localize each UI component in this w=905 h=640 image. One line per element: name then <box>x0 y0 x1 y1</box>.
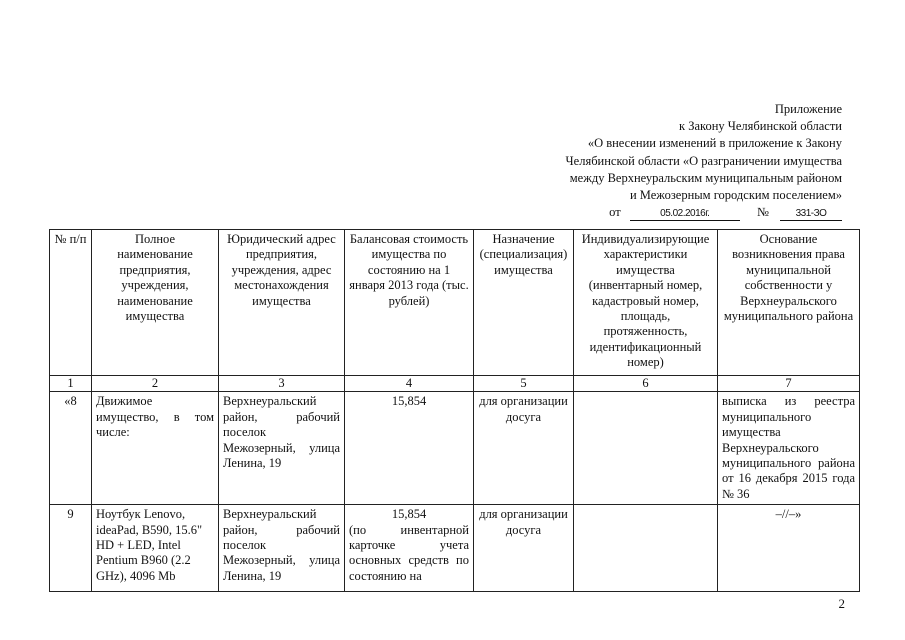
column-number: 3 <box>219 376 345 392</box>
row-number: 9 <box>50 505 92 592</box>
header-line: между Верхнеуральским муниципальным районом <box>569 170 842 185</box>
row-characteristics <box>574 505 718 592</box>
header-line: Приложение <box>774 102 842 116</box>
column-number: 6 <box>574 376 718 392</box>
row-basis: –//–» <box>718 505 860 592</box>
law-reference-line <box>566 204 842 221</box>
row-value: 15,854 <box>391 507 427 522</box>
table-row <box>50 505 860 592</box>
row-value-note: (по инвентарной карточке учета основных средств по состоянию на <box>349 522 469 583</box>
property-table <box>49 229 860 592</box>
law-number-label: № <box>756 205 769 220</box>
page-number: 2 <box>838 596 845 611</box>
row-address: Верхнеуральский район, рабочий поселок Межозерный, улица Ленина, 19 <box>219 505 345 592</box>
column-number: 2 <box>92 376 219 392</box>
column-number: 4 <box>345 376 474 392</box>
header-cell-basis: Основание возникновения права муниципальной собственности у Верхнеуральского муниципального района <box>718 230 860 376</box>
column-number: 1 <box>50 376 92 392</box>
header-cell-purpose: Назначение (специализация) имущества <box>474 230 574 376</box>
header-line: «О внесении изменений в приложение к Закону <box>587 136 842 151</box>
law-date: 05.02.2016г. <box>630 208 740 221</box>
header-cell-address: Юридический адрес предприятия, учреждения, адрес местонахождения имущества <box>219 230 345 376</box>
row-name: Движимое имущество, в том числе: <box>92 392 219 505</box>
row-value: 15,854 <box>345 392 474 505</box>
row-value-cell <box>345 505 474 592</box>
header-line: и Межозерным городским поселением» <box>629 188 842 203</box>
law-number: 331-ЗО <box>780 208 842 221</box>
header-cell-number: № п/п <box>50 230 92 376</box>
row-purpose: для организации досуга <box>474 392 574 505</box>
appendix-header <box>566 101 842 221</box>
row-purpose: для организации досуга <box>474 505 574 592</box>
row-address: Верхнеуральский район, рабочий поселок Межозерный, улица Ленина, 19 <box>219 392 345 505</box>
row-name: Ноутбук Lenovo, ideaPad, B590, 15.6" HD + LED, Intel Pentium B960 (2.2 GHz), 4096 Mb <box>92 505 219 592</box>
row-characteristics <box>574 392 718 505</box>
column-number: 7 <box>718 376 860 392</box>
column-number: 5 <box>474 376 574 392</box>
header-line: Челябинской области «О разграничении имущества <box>565 153 842 168</box>
row-basis: выписка из реестра муниципального имущества Верхнеуральского муниципального района от 16 декабря 2015 года № 36 <box>718 392 860 505</box>
header-cell-characteristics: Индивидуализирующие характеристики имущества (инвентарный номер, кадастровый номер, площадь, протяженность, идентификационный номер) <box>574 230 718 376</box>
header-cell-value: Балансовая стоимость имущества по состоянию на 1 января 2013 года (тыс. рублей) <box>345 230 474 376</box>
row-number: «8 <box>50 392 92 505</box>
column-number-row <box>50 376 860 392</box>
header-line: к Закону Челябинской области <box>679 119 842 134</box>
table-header-row <box>50 230 860 376</box>
table-row <box>50 392 860 505</box>
header-cell-name: Полное наименование предприятия, учреждения, наименование имущества <box>92 230 219 376</box>
order-prefix: от <box>609 205 621 220</box>
